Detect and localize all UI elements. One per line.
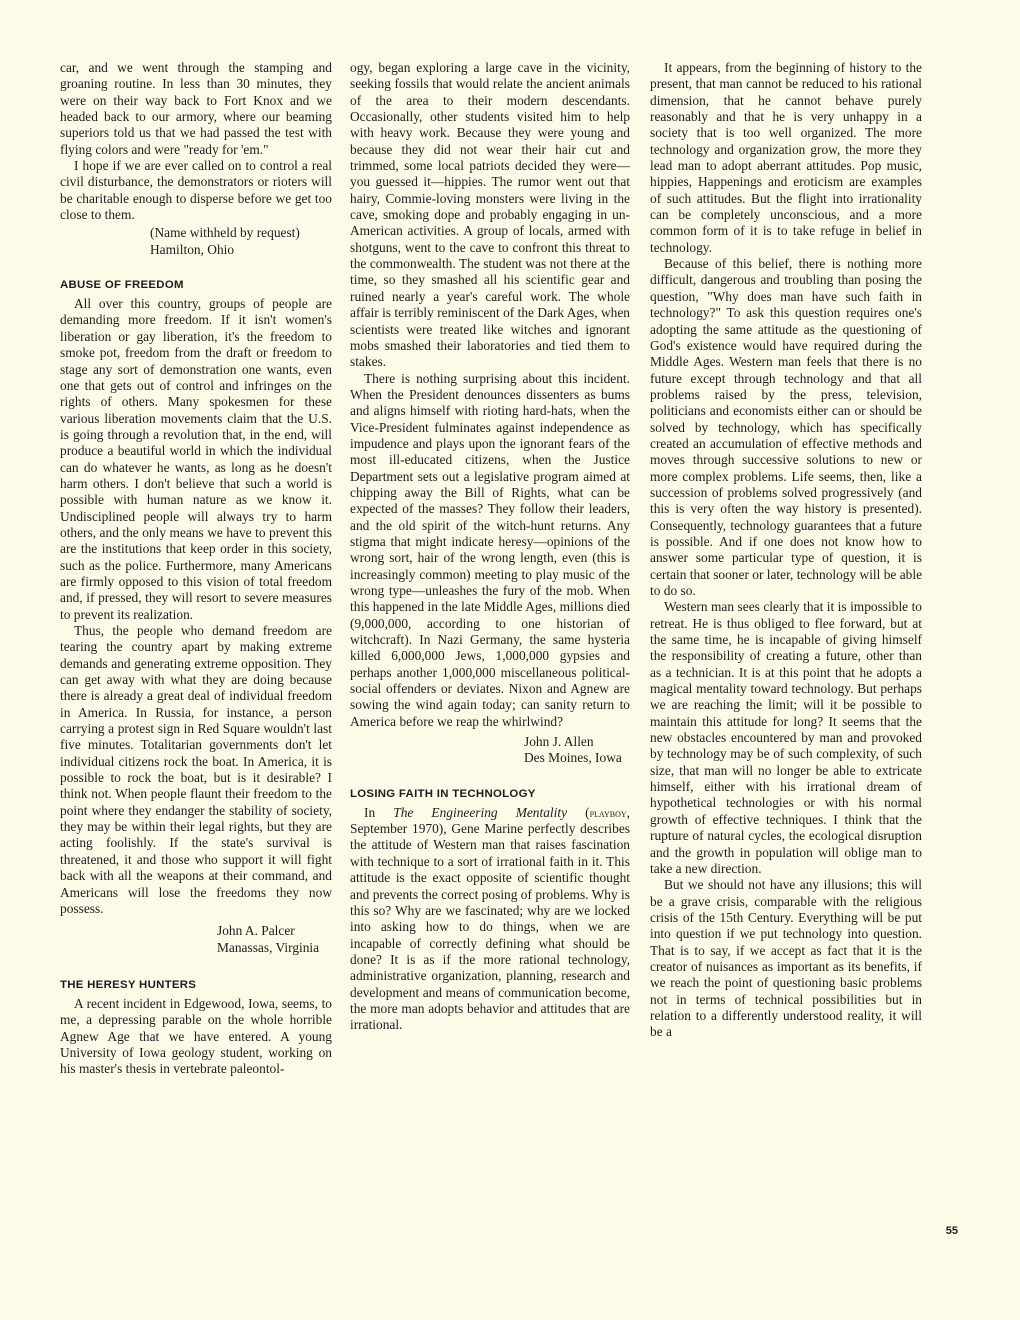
signature [350, 734, 630, 767]
article-title: The Engineering Mentality [393, 804, 568, 820]
section-heading: THE HERESY HUNTERS [60, 978, 197, 991]
paragraph: Western man sees clearly that it is impossible to retreat. He is thus obliged to flee forward, but at the same time, he is incapable of giving himself the responsibility of creating a future, other than as a technician. It is at this point that he adopts a magical mentality toward technology. But perhaps we are reaching the limit; will it be possible to maintain this attitude for long? It seems that the new obstacles encountered by man and provoked by technology may be of such complexity, of such size, that man will no longer be able to extricate himself, either with his irrational dream of hypothetical technologies or with his normal growth of effective techniques. I think that the rupture of natural cycles, the ecological disruption and the growth in population will oblige man to take a new direction. [650, 599, 922, 876]
column-1 [60, 60, 332, 1078]
signature-place: Hamilton, Ohio [150, 241, 235, 257]
paragraph: There is nothing surprising about this incident. When the President denounces dissenters as bums and aligns himself with rioting hard-hats, when the Vice-President fulminates against independence as impudence and plays upon the ignorant fears of the most ill-educated citizens, when the Justice Department sets out a legislative program aimed at chipping away the Bill of Rights, what can be expected of the masses? They follow their leaders, and the old spirit of the witch-hunt returns. Any stigma that might indicate heresy—opinions of the wrong sort, hair of the wrong length, even (this is increasingly common) meeting to play music of the wrong type—unleashes the fury of the mob. When this happened in the late Middle Ages, millions died (9,000,000, according to one historian of witchcraft). In Nazi Germany, the same hysteria killed 6,000,000 Jews, 1,000,000 gypsies and perhaps another 1,000,000 miscellaneous political-social offenders or deviates. Nixon and Agnew are sowing the wind again today; can sanity return to America before we reap the whirlwind? [350, 370, 630, 729]
signature-name: (Name withheld by request) [150, 225, 300, 241]
signature-place: Des Moines, Iowa [524, 750, 622, 766]
magazine-name: playboy [589, 805, 627, 820]
signature [60, 225, 332, 258]
paragraph: But we should not have any illusions; this will be a grave crisis, comparable with the religious crisis of the 15th Century. Everything will be put into question if we put technology into question. That is to say, if we accept as fact that it is the creator of nuisances as important as its benefits, if we reach the point of questioning basic problems not in terms of technical possibilities but in relation to a differently understood reality, it will be a [650, 877, 922, 1040]
paragraph: It appears, from the beginning of history to the present, that man cannot be reduced to his rational dimension, that he cannot behave purely reasonably and that he is very unhappy in a society that is too well organized. The more technology and organization grow, the more they lead man to adopt aberrant attitudes. Pop music, hippies, Happenings and eroticism are examples of such attitudes. But the flight into irrationality can be completely unconscious, and a more common form of it is to take refuge in belief in technology. [650, 60, 922, 255]
page-number: 55 [945, 1225, 958, 1237]
signature [60, 923, 332, 956]
column-2 [350, 60, 630, 1034]
signature-name: John J. Allen [524, 734, 594, 750]
column-3 [650, 60, 922, 1041]
signature-place: Manassas, Virginia [217, 939, 320, 955]
paragraph: ogy, began exploring a large cave in the vicinity, seeking fossils that would relate the ancient animals of the area to their modern descendants. Occasionally, other students visited him to help with heavy work. Because they were young and because they did not wear their hair cut and trimmed, some local patriots decided they were—you guessed it—hippies. The rumor went out that hairy, Commie-loving monsters were living in the cave, smoking dope and probably engaging in un-American activities. A group of locals, armed with shotguns, went to the cave to confront this threat to the commonwealth. The student was not there at the time, so they smashed all his scientific gear and ruined nearly a year's careful work. The whole affair is terribly reminiscent of the Dark Ages, when scientists were treated like witches and ignorant mobs smashed their laboratories and tied them to stakes. [350, 60, 630, 370]
paragraph: car, and we went through the stamping and groaning routine. In less than 30 minutes, they were on their way back to Fort Knox and we headed back to our armory, where our beaming superiors told us that we had passed the test with flying colors and were "ready for 'em." [60, 60, 332, 157]
section-heading: LOSING FAITH IN TECHNOLOGY [350, 787, 536, 800]
text: , September 1970), Gene Marine perfectly describes the attitude of Western man that raises fascination with technique to a sort of irrational faith in it. This attitude is the exact opposite of scientific thought and prevents the correct posing of problems. Why is this so? Why are we fascinated; why are we locked into asking how to do things, when we are incapable of correctly defining what should be done? It is as if the more rational technology, administrative organization, planning, research and development and means of communication become, the more man adopts behavior and attitudes that are irrational. [350, 804, 630, 1033]
paragraph: Because of this belief, there is nothing more difficult, dangerous and troubling than posing the question, "Why does man have such faith in technology?" To ask this question requires one's adopting the same attitude as the questioning of God's existence would have required during the Middle Ages. Western man feels that there is no future except through technology and that all problems raised by the press, television, politicians and economists either can or should be solved by technology, which has specifically created an accumulation of effective methods and moves through successive solutions to new or more complex problems. Life seems, then, like a succession of problems solved progressively (and this is very often the way history is presented). Consequently, technology guarantees that a future is possible. And if one does not know how to answer some particular type of question, it is certain that sooner or later, technology will be able to do so. [650, 256, 923, 598]
paragraph: A recent incident in Edgewood, Iowa, seems, to me, a depressing parable on the whole horrible Agnew Age that we have entered. A young University of Iowa geology student, working on his master's thesis in vertebrate paleontol- [60, 995, 332, 1077]
paragraph: All over this country, groups of people are demanding more freedom. If it isn't women's liberation or gay liberation, it's the freedom to smoke pot, freedom from the draft or freedom to stage any sort of demonstration one wants, even one that gets out of control and infringes on the rights of others. Many spokesmen for these various liberation movements claim that the U.S. is going through a revolution that, in the end, will produce a beautiful world in which the individual can do whatever he wants, as long as he doesn't harm others. I don't believe that such a world is possible with human nature as we know it. Undisciplined people will always try to harm others, and the only means we have to prevent this are the institutions that keep order in this society, such as the police. Furthermore, many Americans are firmly opposed to this vision of total freedom and, if pressed, they will resort to severe measures to prevent its realization. [60, 296, 332, 622]
text: In [364, 804, 376, 820]
paragraph: I hope if we are ever called on to control a real civil disturbance, the demonstrators or rioters will be charitable enough to disperse before we get too close to them. [60, 158, 332, 223]
signature-name: John A. Palcer [217, 923, 295, 939]
section-heading: ABUSE OF FREEDOM [60, 279, 184, 292]
paragraph: Thus, the people who demand freedom are tearing the country apart by making extreme demands and generating extreme opposition. They can get away with what they are doing because there is already a great deal of individual freedom in America. In Russia, for instance, a person carrying a protest sign in Red Square wouldn't last five minutes. Totalitarian governments don't let individual citizens rock the boat. In America, it is possible to rock the boat, but is it desirable? I think not. When people flaunt their freedom to the point where they endanger the stability of society, they may be within their legal rights, but they are acting foolishly. If the state's survival is threatened, it and those who support it will fight back with all the weapons at their command, and Americans will lose the freedoms they now possess. [60, 623, 332, 916]
paragraph: In The Engineering Mentality (playboy, September 1970), Gene Marine perfectly describes the attitude of Western man that raises fascination with technique to a sort of irrational faith in it. This attitude is the exact opposite of scientific thought and prevents the correct posing of problems. Why is this so? Why are we fascinated; why are we locked into asking how to do things, when we are incapable of correctly defining what should be done? It is as if the more rational technology, administrative organization, planning, research and development and means of communication become, the more man adopts behavior and attitudes that are irrational. [350, 804, 630, 1033]
